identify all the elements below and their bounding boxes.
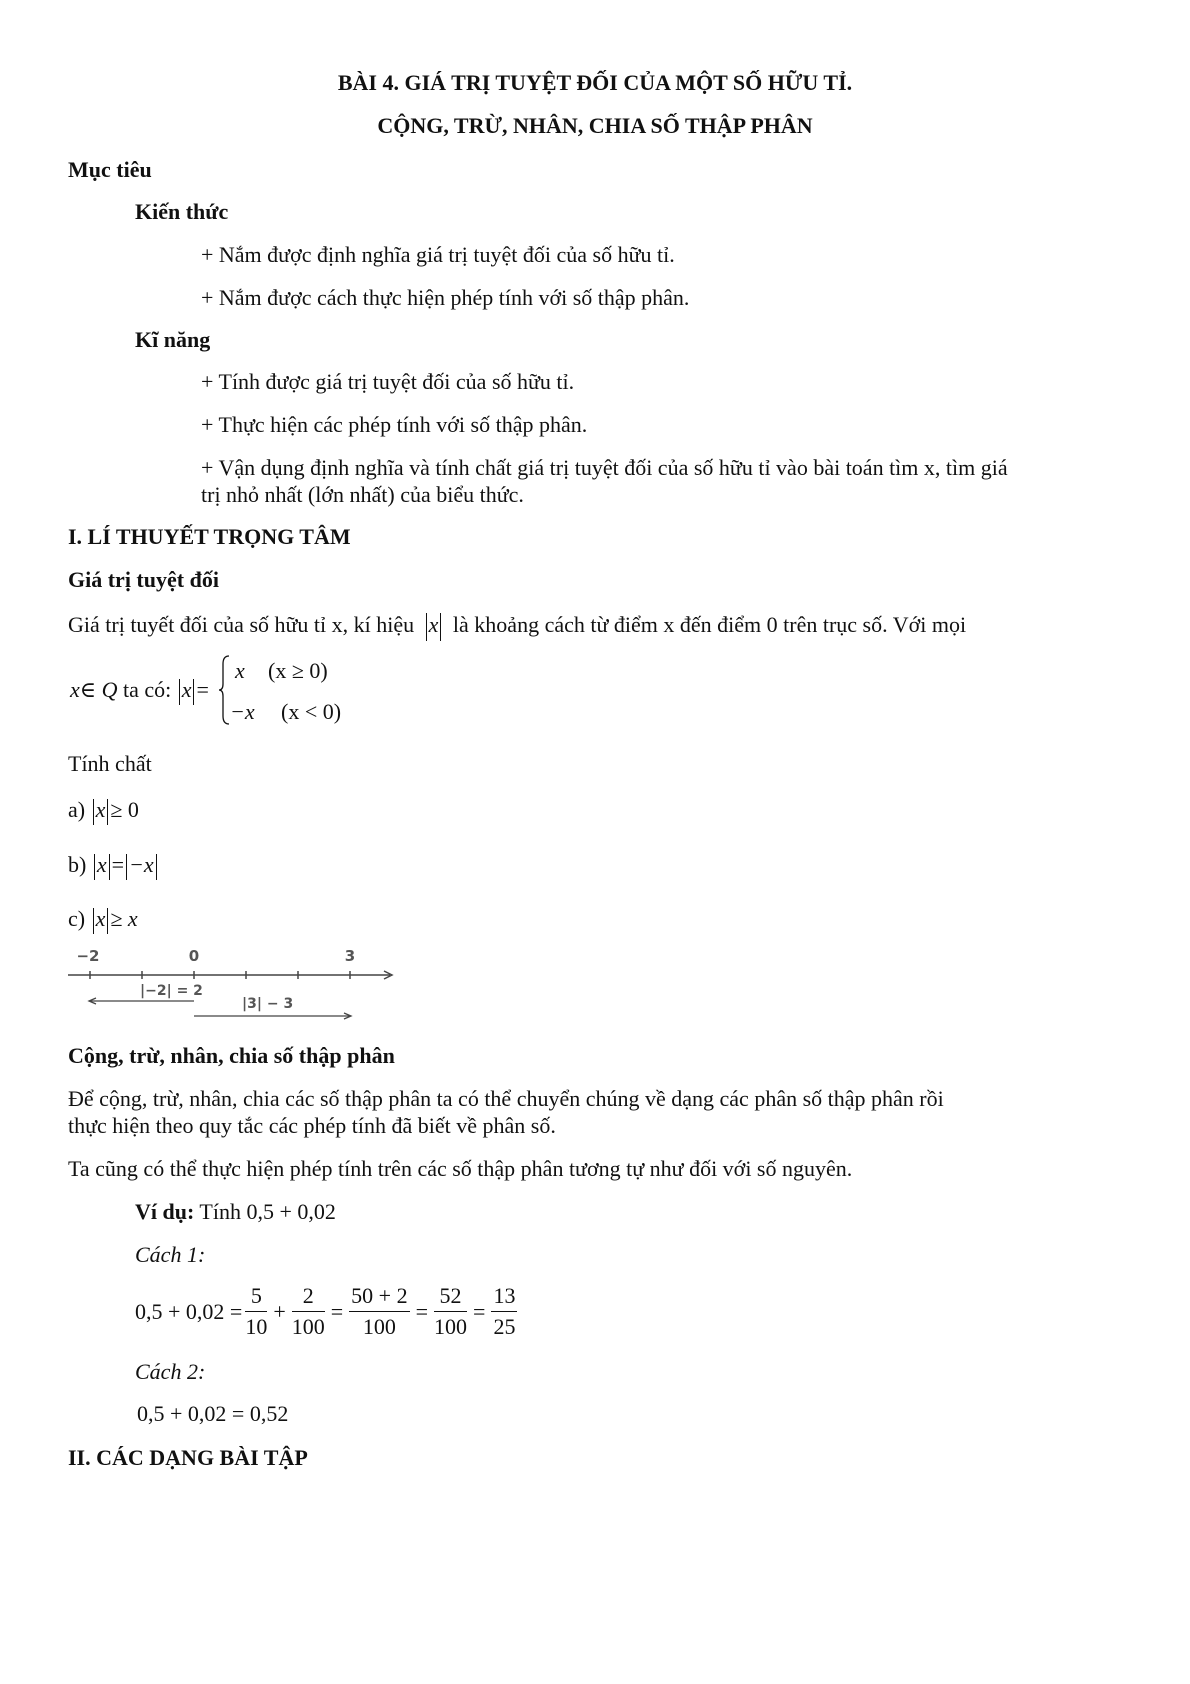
case-1-condition: (x ≥ 0) [268,658,328,683]
property-a-rest: ≥ 0 [110,797,139,822]
number-line-label-mid: 0 [188,947,200,965]
number-line-label-left: −2 [76,947,100,965]
example-label: Ví dụ: [135,1199,195,1224]
title-line-2: CỘNG, TRỪ, NHÂN, CHIA SỐ THẬP PHÂN [377,113,813,138]
abs-definition [68,612,966,641]
plus-sign: + [273,1298,286,1324]
eq1-lhs: 0,5 + 0,02 = [135,1298,243,1324]
example-text: Tính 0,5 + 0,02 [199,1199,336,1224]
equals-sign: = [415,1298,429,1324]
abs-bar-left [426,613,427,641]
abs-bar-left [179,679,180,705]
skills-item: + Vận dụng định nghĩa và tính chất giá trị tuyệt đối của số hữu tỉ vào bài toán tìm x, tìm giá [201,455,1008,480]
case-1-expr: x [235,658,245,683]
abs-domain: x∈ Q ta có: x = [70,677,209,705]
property-label: b) [68,852,87,877]
decimal-para-2: Ta cũng có thể thực hiện phép tính trên các số thập phân tương tự như đối với số nguyên. [68,1156,853,1181]
rational-set-symbol: Q [101,677,118,702]
property-label: a) [68,797,86,822]
section-2-heading: II. CÁC DẠNG BÀI TẬP [68,1445,308,1470]
case-2-expr: −x [230,699,255,724]
domain-text: ta có: [122,677,172,702]
decimal-para-1-continued: thực hiện theo quy tắc các phép tính đã biết về phân số. [68,1113,556,1138]
domain-var: x [70,677,80,702]
decimal-ops-heading: Cộng, trừ, nhân, chia số thập phân [68,1043,395,1068]
abs-bar-right [193,679,194,705]
fraction: $\frac{13}{25}$ [493,1283,516,1339]
method-2-label: Cách 2: [135,1359,206,1384]
property-c: c) x ≥ x [68,906,138,934]
method-1-label: Cách 1: [135,1242,206,1267]
abs-bar-right [440,613,441,641]
title-line-1: BÀI 4. GIÁ TRỊ TUYỆT ĐỐI CỦA MỘT SỐ HỮU TỈ. [337,70,853,95]
method-1-equation [135,1283,520,1340]
property-a: a) x ≥ 0 [68,797,139,825]
objectives-heading: Mục tiêu [68,157,152,182]
property-b-right: −x [129,852,154,877]
knowledge-item: + Nắm được cách thực hiện phép tính với số thập phân. [201,285,690,310]
abs-value-heading: Giá trị tuyệt đối [68,567,219,592]
definition-text-a: Giá trị tuyết đối của số hữu tỉ x, kí hiệu [68,612,415,637]
number-line-figure [60,940,400,1025]
property-label: c) [68,906,86,931]
skills-item: + Tính được giá trị tuyệt đối của số hữu tỉ. [201,369,575,394]
property-c-rest: ≥ x [110,906,138,931]
property-b-equals: = [111,852,125,877]
decimal-para-1: Để cộng, trừ, nhân, chia các số thập phân ta có thể chuyển chúng về dạng các phân số thập phân rồi [68,1086,944,1111]
knowledge-heading: Kiến thức [135,199,229,224]
skills-heading: Kĩ năng [135,327,211,352]
fraction: $\frac{50 + 2}{100}$ [351,1283,408,1339]
element-of-symbol: ∈ [79,677,97,702]
definition-text-b: là khoảng cách từ điểm x đến điểm 0 trên trục số. Với mọi [452,612,967,637]
knowledge-item: + Nắm được định nghĩa giá trị tuyệt đối của số hữu tỉ. [201,242,675,267]
example [135,1199,336,1225]
case-2-condition: (x < 0) [281,699,342,724]
skills-item-continued: trị nhỏ nhất (lớn nhất) của biểu thức. [201,482,524,507]
abs-symbol: x [428,612,439,637]
fraction: $\frac{5}{10}$ [245,1283,268,1339]
fraction: $\frac{52}{100}$ [434,1283,468,1339]
number-line-label-right: 3 [344,947,356,965]
method-2-equation: 0,5 + 0,02 = 0,52 [137,1401,289,1426]
equals-sign: = [330,1298,344,1324]
properties-heading: Tính chất [68,751,152,776]
property-b: b) x = −x [68,852,159,880]
number-line-caption-right: |3| − 3 [242,996,294,1012]
equals-sign: = [473,1298,486,1324]
fraction: $\frac{2}{100}$ [291,1283,325,1339]
number-line-caption-left: |−2| = 2 [140,983,203,999]
section-1-heading: I. LÍ THUYẾT TRỌNG TÂM [68,524,351,549]
skills-item: + Thực hiện các phép tính với số thập phân. [201,412,588,437]
